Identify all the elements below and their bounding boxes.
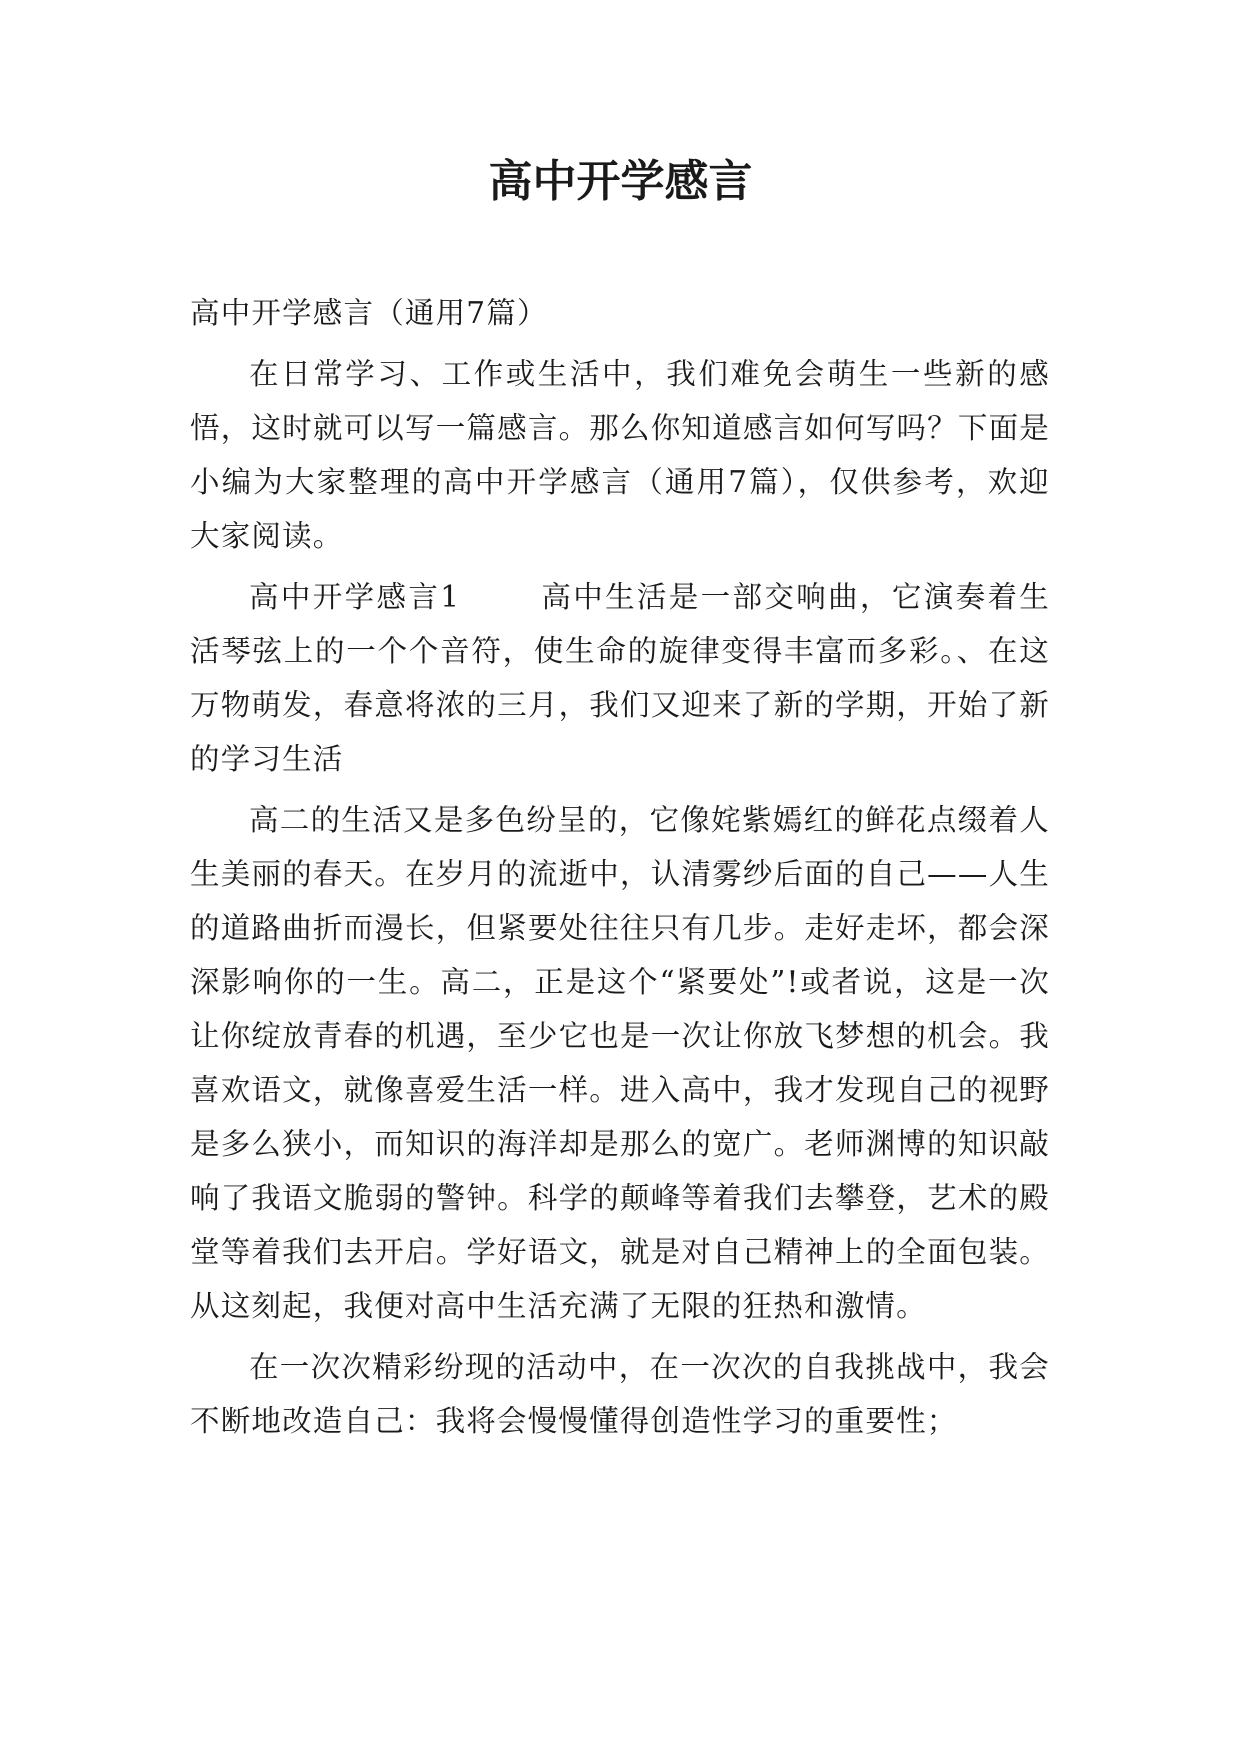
document-body <box>190 286 1050 1455</box>
paragraph-3: 在一次次精彩纷现的活动中，在一次次的自我挑战中，我会不断地改造自己：我将会慢慢懂得创造性学习的重要性； <box>190 1350 1050 1438</box>
section-1-paragraph <box>190 570 1050 786</box>
intro-paragraph: 在日常学习、工作或生活中，我们难免会萌生一些新的感悟，这时就可以写一篇感言。那么你知道感言如何写吗？下面是小编为大家整理的高中开学感言（通用7篇），仅供参考，欢迎大家阅读。 <box>190 357 1050 553</box>
section-1-heading: 高中开学感言1 <box>249 580 461 614</box>
paragraph-2: 高二的生活又是多色纷呈的，它像姹紫嫣红的鲜花点缀着人生美丽的春天。在岁月的流逝中，认清雾纱后面的自己——人生的道路曲折而漫长，但紧要处往往只有几步。走好走坏，都会深深影响你的一生。高二，正是这个“紧要处”!或者说，这是一次让你绽放青春的机遇，至少它也是一次让你放飞梦想的机会。我喜欢语文，就像喜爱生活一样。进入高中，我才发现自己的视野是多么狭小，而知识的海洋却是那么的宽广。老师渊博的知识敲响了我语文脆弱的警钟。科学的颠峰等着我们去攀登，艺术的殿堂等着我们去开启。学好语文，就是对自己精神上的全面包装。从这刻起，我便对高中生活充满了无限的狂热和激情。 <box>190 803 1050 1323</box>
section-1-lead-text: 高中生活是一部交响曲，它演奏着生活琴弦上的一个个音符，使生命的旋律变得丰富而多彩。、在这万物萌发，春意将浓的三月，我们又迎来了新的学期，开始了新的学习生活 <box>190 580 1051 776</box>
document-subtitle: 高中开学感言（通用7篇） <box>190 296 548 330</box>
document-title: 高中开学感言 <box>488 156 753 207</box>
